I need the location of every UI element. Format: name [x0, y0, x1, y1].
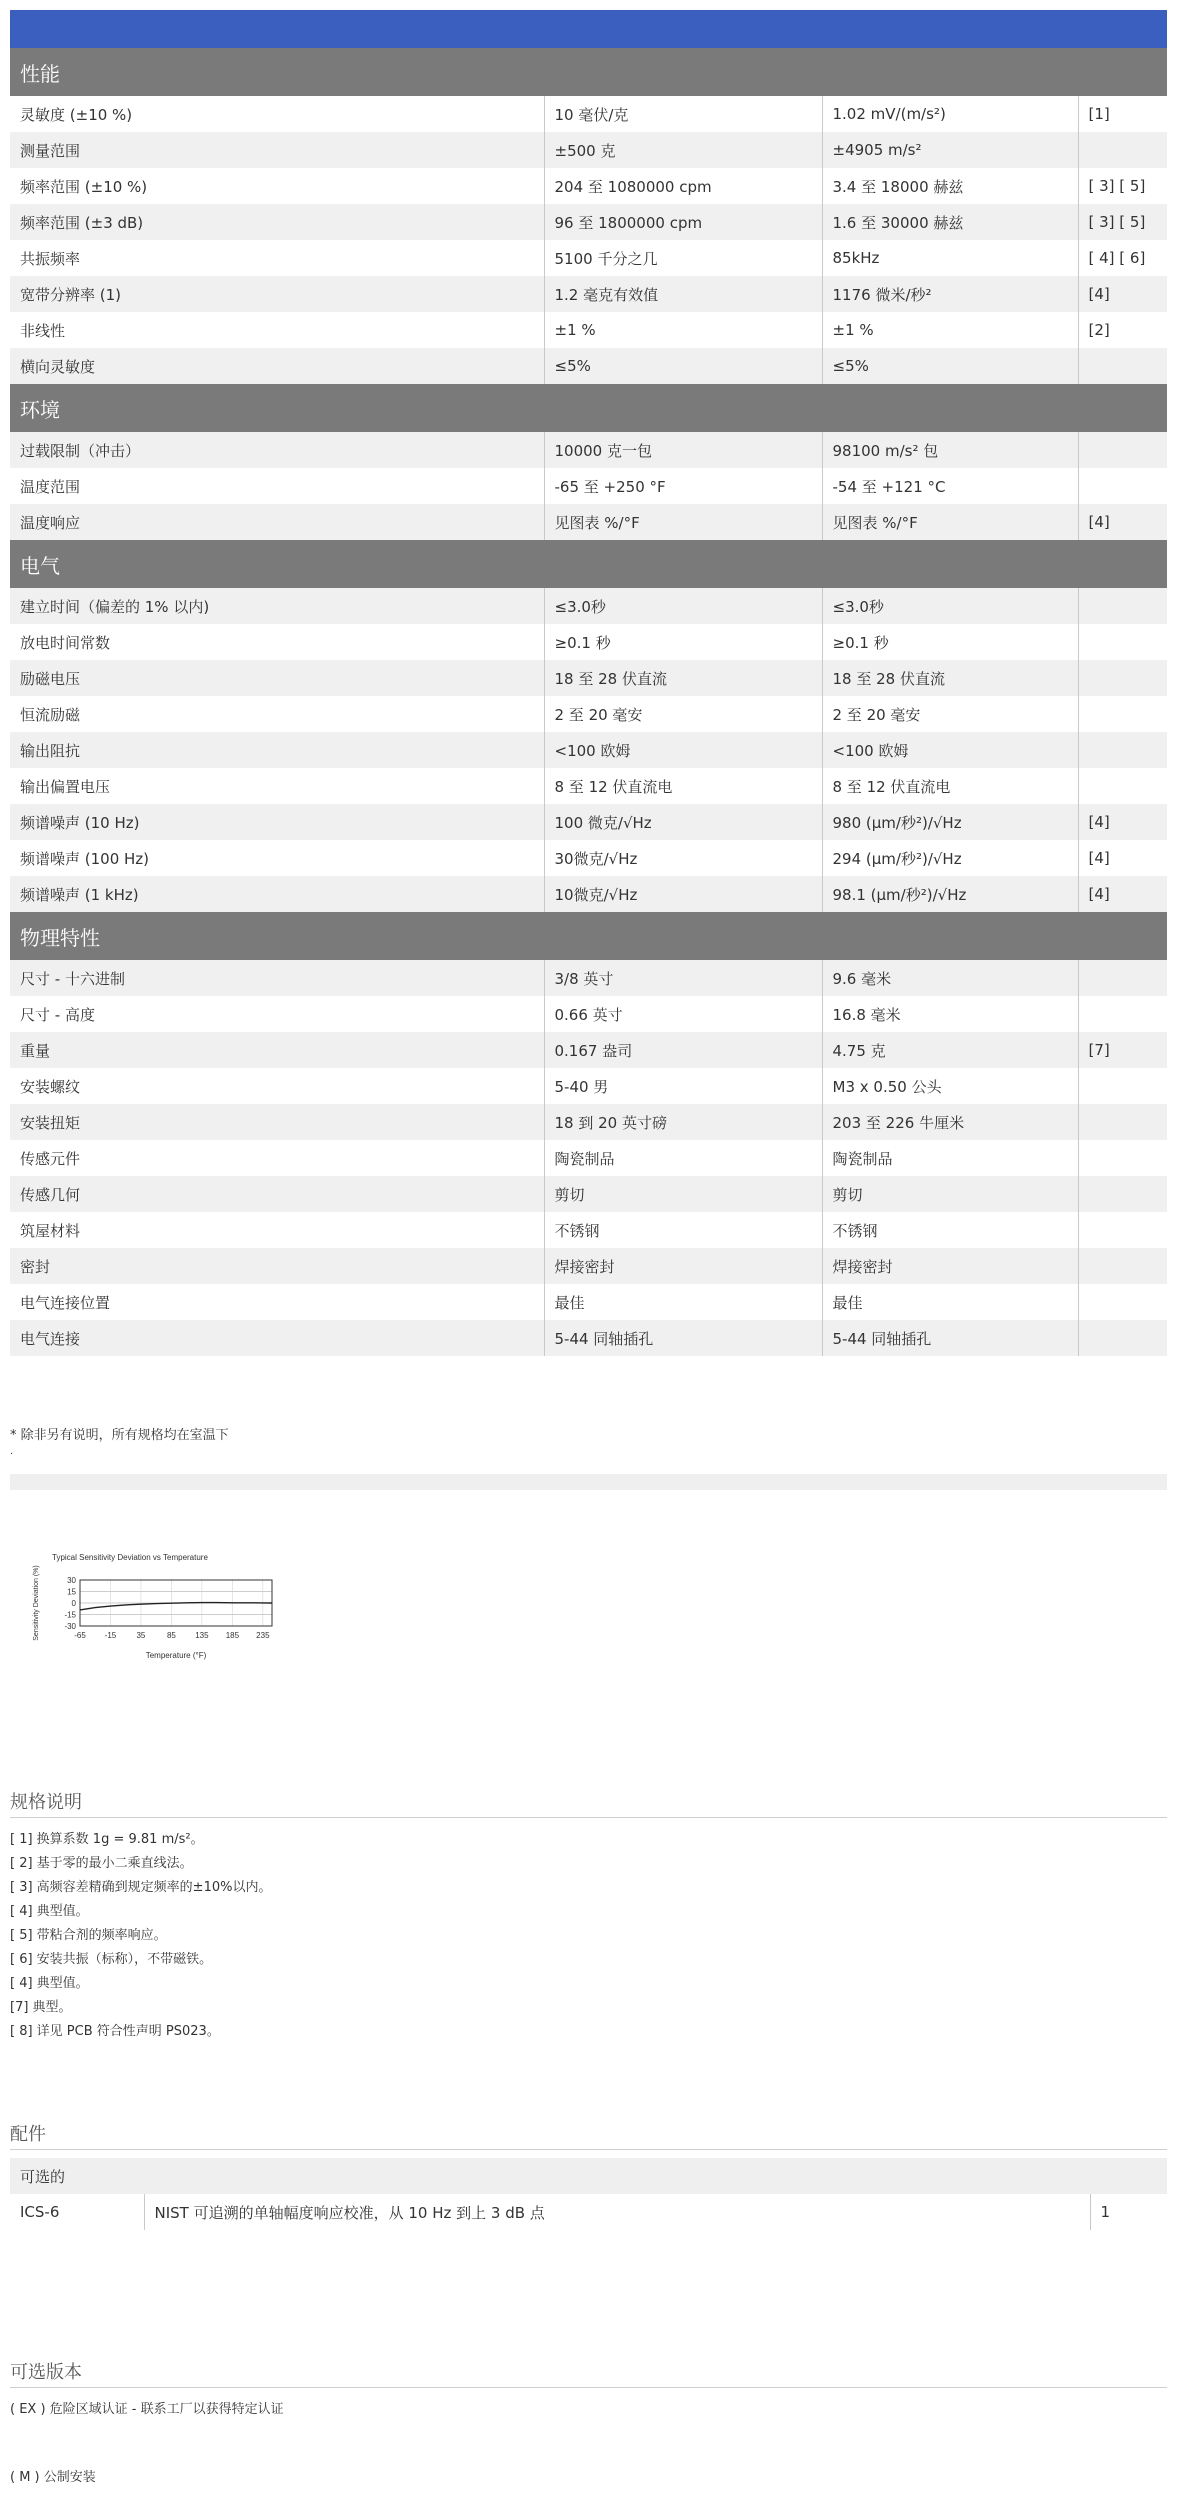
spec-row: [10, 1104, 1167, 1140]
spec-note-ref: [1078, 732, 1167, 768]
spec-row: [10, 804, 1167, 840]
spec-si-value: 最佳: [822, 1284, 1078, 1320]
specifications-table: [10, 48, 1167, 1356]
spec-imperial-value: 0.66 英寸: [544, 996, 822, 1032]
spec-note-ref: [4]: [1078, 504, 1167, 540]
spec-si-value: 2 至 20 毫安: [822, 696, 1078, 732]
spec-si-value: 98100 m/s² 包: [822, 432, 1078, 468]
spec-label: 频率范围 (±3 dB): [10, 204, 544, 240]
spec-si-value: 1.02 mV/(m/s²): [822, 96, 1078, 132]
spec-label: 频谱噪声 (100 Hz): [10, 840, 544, 876]
spec-note-item: [ 5] 带粘合剂的频率响应。: [10, 1928, 167, 1943]
spec-si-value: 4.75 克: [822, 1032, 1078, 1068]
spec-note-ref: [1]: [1078, 96, 1167, 132]
spec-note-ref: [1078, 1104, 1167, 1140]
spec-label: 宽带分辨率 (1): [10, 276, 544, 312]
spec-note-ref: [ 4] [ 6]: [1078, 240, 1167, 276]
spec-row: [10, 840, 1167, 876]
spec-note-ref: [1078, 768, 1167, 804]
spec-si-value: 5-44 同轴插孔: [822, 1320, 1078, 1356]
spec-imperial-value: 30微克/√Hz: [544, 840, 822, 876]
spec-label: 频谱噪声 (1 kHz): [10, 876, 544, 912]
spec-row: [10, 1068, 1167, 1104]
spec-si-value: 294 (μm/秒²)/√Hz: [822, 840, 1078, 876]
spec-label: 建立时间（偏差的 1% 以内): [10, 588, 544, 624]
spec-label: 密封: [10, 1248, 544, 1284]
spec-note-item: [ 1] 换算系数 1g = 9.81 m/s²。: [10, 1832, 204, 1847]
spec-note-item: [ 2] 基于零的最小二乘直线法。: [10, 1856, 193, 1871]
spec-note-ref: [4]: [1078, 804, 1167, 840]
spec-imperial-value: <100 欧姆: [544, 732, 822, 768]
spec-row: [10, 1248, 1167, 1284]
section-divider: [10, 1474, 1167, 1490]
spec-si-value: 陶瓷制品: [822, 1140, 1078, 1176]
spec-si-value: <100 欧姆: [822, 732, 1078, 768]
spec-si-value: 见图表 %/°F: [822, 504, 1078, 540]
chart-x-tick: -65: [74, 1631, 86, 1640]
spec-imperial-value: 不锈钢: [544, 1212, 822, 1248]
spec-note-ref: [1078, 1140, 1167, 1176]
optional-version-m: ( M ) 公制安装: [10, 2470, 96, 2485]
spec-note-ref: [1078, 1248, 1167, 1284]
spec-imperial-value: -65 至 +250 °F: [544, 468, 822, 504]
accessory-row: [10, 2194, 1167, 2230]
spec-imperial-value: 最佳: [544, 1284, 822, 1320]
spec-note-ref: [1078, 960, 1167, 996]
spec-row: [10, 588, 1167, 624]
spec-si-value: 不锈钢: [822, 1212, 1078, 1248]
spec-label: 温度响应: [10, 504, 544, 540]
spec-imperial-value: 5-40 男: [544, 1068, 822, 1104]
spec-label: 筑屋材料: [10, 1212, 544, 1248]
spec-imperial-value: ±1 %: [544, 312, 822, 348]
section-header-row: [10, 48, 1167, 96]
spec-label: 电气连接位置: [10, 1284, 544, 1320]
spec-si-value: ≤3.0秒: [822, 588, 1078, 624]
spec-note-ref: [1078, 1176, 1167, 1212]
spec-notes-title: 规格说明: [10, 1792, 82, 1813]
spec-si-value: 203 至 226 牛厘米: [822, 1104, 1078, 1140]
spec-si-value: M3 x 0.50 公头: [822, 1068, 1078, 1104]
accessories-rule: [10, 2149, 1167, 2150]
chart-y-tick: 15: [67, 1587, 76, 1597]
section-header-row: [10, 540, 1167, 588]
spec-label: 放电时间常数: [10, 624, 544, 660]
chart-x-tick: 185: [225, 1631, 240, 1640]
spec-note-ref: [7]: [1078, 1032, 1167, 1068]
chart-series-line: [80, 1603, 272, 1610]
spec-imperial-value: 见图表 %/°F: [544, 504, 822, 540]
spec-si-value: ±4905 m/s²: [822, 132, 1078, 168]
spec-label: 横向灵敏度: [10, 348, 544, 384]
spec-label: 过载限制（冲击）: [10, 432, 544, 468]
spec-si-value: 剪切: [822, 1176, 1078, 1212]
spec-row: [10, 312, 1167, 348]
section-title: 环境: [10, 384, 1167, 432]
spec-label: 传感几何: [10, 1176, 544, 1212]
spec-note-ref: [1078, 348, 1167, 384]
chart-y-tick: -15: [64, 1610, 76, 1620]
spec-imperial-value: 18 到 20 英寸磅: [544, 1104, 822, 1140]
spec-row: [10, 504, 1167, 540]
spec-row: [10, 960, 1167, 996]
spec-label: 共振频率: [10, 240, 544, 276]
spec-imperial-value: 204 至 1080000 cpm: [544, 168, 822, 204]
spec-label: 尺寸 - 十六进制: [10, 960, 544, 996]
spec-row: [10, 168, 1167, 204]
spec-imperial-value: 剪切: [544, 1176, 822, 1212]
section-title: 物理特性: [10, 912, 1167, 960]
spec-si-value: 8 至 12 伏直流电: [822, 768, 1078, 804]
spec-note-item: [ 4] 典型值。: [10, 1976, 89, 1991]
spec-row: [10, 1176, 1167, 1212]
spec-imperial-value: ≤3.0秒: [544, 588, 822, 624]
optional-versions-title: 可选版本: [10, 2362, 82, 2383]
spec-note-item: [ 4] 典型值。: [10, 1904, 89, 1919]
optional-version-ex: ( EX ) 危险区域认证 - 联系工厂以获得特定认证: [10, 2402, 284, 2417]
spec-note-ref: [1078, 1284, 1167, 1320]
spec-label: 尺寸 - 高度: [10, 996, 544, 1032]
spec-note-ref: [4]: [1078, 840, 1167, 876]
spec-row: [10, 1140, 1167, 1176]
header-bar: [10, 10, 1167, 48]
spec-label: 安装螺纹: [10, 1068, 544, 1104]
spec-row: [10, 876, 1167, 912]
spec-note-ref: [ 3] [ 5]: [1078, 168, 1167, 204]
spec-row: [10, 468, 1167, 504]
spec-note-item: [ 3] 高频容差精确到规定频率的±10%以内。: [10, 1880, 272, 1895]
spec-note-item: [7] 典型。: [10, 2000, 72, 2015]
section-title: 电气: [10, 540, 1167, 588]
spec-row: [10, 96, 1167, 132]
spec-note-ref: [1078, 132, 1167, 168]
spec-si-value: 980 (μm/秒²)/√Hz: [822, 804, 1078, 840]
spec-imperial-value: ≤5%: [544, 348, 822, 384]
spec-row: [10, 660, 1167, 696]
spec-label: 重量: [10, 1032, 544, 1068]
spec-si-value: 85kHz: [822, 240, 1078, 276]
spec-imperial-value: 2 至 20 毫安: [544, 696, 822, 732]
spec-row: [10, 996, 1167, 1032]
accessory-code: ICS-6: [10, 2194, 144, 2230]
spec-imperial-value: 96 至 1800000 cpm: [544, 204, 822, 240]
spec-row: [10, 204, 1167, 240]
spec-si-value: 焊接密封: [822, 1248, 1078, 1284]
spec-label: 输出偏置电压: [10, 768, 544, 804]
spec-note-ref: [4]: [1078, 876, 1167, 912]
spec-row: [10, 348, 1167, 384]
spec-label: 传感元件: [10, 1140, 544, 1176]
spec-imperial-value: 陶瓷制品: [544, 1140, 822, 1176]
spec-note-ref: [1078, 588, 1167, 624]
spec-label: 温度范围: [10, 468, 544, 504]
spec-row: [10, 768, 1167, 804]
spec-imperial-value: 5100 千分之几: [544, 240, 822, 276]
chart-y-tick: 30: [67, 1576, 76, 1585]
chart-x-tick: 235: [256, 1631, 270, 1640]
spec-note-ref: [1078, 1212, 1167, 1248]
spec-si-value: 16.8 毫米: [822, 996, 1078, 1032]
spec-note-ref: [ 3] [ 5]: [1078, 204, 1167, 240]
spec-imperial-value: 18 至 28 伏直流: [544, 660, 822, 696]
spec-row: [10, 1212, 1167, 1248]
accessories-subheader: 可选的: [10, 2158, 1167, 2194]
accessory-description: NIST 可追溯的单轴幅度响应校准，从 10 Hz 到上 3 dB 点: [144, 2194, 1090, 2230]
sensitivity-temperature-chart: [18, 1540, 288, 1680]
spec-row: [10, 240, 1167, 276]
spec-note-ref: [1078, 1320, 1167, 1356]
spec-notes-list: [10, 1828, 271, 2044]
section-title: 性能: [10, 48, 1167, 96]
spec-imperial-value: 100 微克/√Hz: [544, 804, 822, 840]
chart-x-label: Temperature (°F): [145, 1651, 207, 1660]
chart-y-tick: -30: [64, 1622, 76, 1631]
chart-x-tick: 35: [136, 1631, 146, 1640]
spec-label: 恒流励磁: [10, 696, 544, 732]
accessory-quantity: 1: [1100, 2203, 1111, 2221]
spec-label: 灵敏度 (±10 %): [10, 96, 544, 132]
spec-note-ref: [1078, 468, 1167, 504]
spec-imperial-value: 10000 克一包: [544, 432, 822, 468]
accessories-title: 配件: [10, 2124, 46, 2145]
spec-si-value: ±1 %: [822, 312, 1078, 348]
spec-note-ref: [1078, 660, 1167, 696]
chart-title: Typical Sensitivity Deviation vs Temperature: [52, 1553, 208, 1562]
spec-row: [10, 432, 1167, 468]
spec-notes-rule: [10, 1817, 1167, 1818]
chart-y-tick: 0: [71, 1599, 76, 1608]
section-header-row: [10, 384, 1167, 432]
spec-note-ref: [4]: [1078, 276, 1167, 312]
spec-si-value: 18 至 28 伏直流: [822, 660, 1078, 696]
optional-versions-rule: [10, 2387, 1167, 2388]
spec-note-item: [ 8] 详见 PCB 符合性声明 PS023。: [10, 2024, 220, 2039]
spec-si-value: 9.6 毫米: [822, 960, 1078, 996]
spec-note-ref: [1078, 696, 1167, 732]
spec-label: 输出阻抗: [10, 732, 544, 768]
spec-note-item: [ 6] 安装共振（标称），不带磁铁。: [10, 1952, 213, 1967]
spec-imperial-value: 3/8 英寸: [544, 960, 822, 996]
accessories-table: [10, 2158, 1167, 2230]
chart-x-tick: 85: [166, 1631, 176, 1640]
dot-note: .: [10, 1446, 14, 1457]
spec-row: [10, 624, 1167, 660]
spec-label: 电气连接: [10, 1320, 544, 1356]
spec-row: [10, 1032, 1167, 1068]
spec-imperial-value: 0.167 盎司: [544, 1032, 822, 1068]
spec-note-ref: [1078, 624, 1167, 660]
spec-row: [10, 1320, 1167, 1356]
spec-row: [10, 276, 1167, 312]
spec-imperial-value: ≥0.1 秒: [544, 624, 822, 660]
spec-si-value: -54 至 +121 °C: [822, 468, 1078, 504]
spec-note-ref: [1078, 996, 1167, 1032]
spec-si-value: 98.1 (μm/秒²)/√Hz: [822, 876, 1078, 912]
section-header-row: [10, 912, 1167, 960]
spec-row: [10, 1284, 1167, 1320]
spec-note-ref: [2]: [1078, 312, 1167, 348]
spec-row: [10, 732, 1167, 768]
accessories-subheader-row: [10, 2158, 1167, 2194]
spec-si-value: 1176 微米/秒²: [822, 276, 1078, 312]
chart-x-tick: 135: [195, 1631, 209, 1640]
spec-si-value: ≤5%: [822, 348, 1078, 384]
spec-label: 安装扭矩: [10, 1104, 544, 1140]
spec-label: 频谱噪声 (10 Hz): [10, 804, 544, 840]
spec-si-value: 1.6 至 30000 赫兹: [822, 204, 1078, 240]
spec-si-value: ≥0.1 秒: [822, 624, 1078, 660]
spec-row: [10, 696, 1167, 732]
spec-imperial-value: 1.2 毫克有效值: [544, 276, 822, 312]
spec-imperial-value: 10微克/√Hz: [544, 876, 822, 912]
spec-imperial-value: 10 毫伏/克: [544, 96, 822, 132]
spec-note-ref: [1078, 432, 1167, 468]
chart-y-label: Sensitivity Deviation (%): [33, 1565, 40, 1641]
spec-label: 测量范围: [10, 132, 544, 168]
spec-note-ref: [1078, 1068, 1167, 1104]
chart-x-tick: -15: [104, 1631, 117, 1640]
spec-imperial-value: 焊接密封: [544, 1248, 822, 1284]
spec-row: [10, 132, 1167, 168]
spec-imperial-value: 5-44 同轴插孔: [544, 1320, 822, 1356]
room-temperature-note: * 除非另有说明，所有规格均在室温下: [10, 1428, 229, 1443]
spec-imperial-value: 8 至 12 伏直流电: [544, 768, 822, 804]
spec-label: 励磁电压: [10, 660, 544, 696]
spec-imperial-value: ±500 克: [544, 132, 822, 168]
spec-si-value: 3.4 至 18000 赫兹: [822, 168, 1078, 204]
spec-label: 频率范围 (±10 %): [10, 168, 544, 204]
spec-label: 非线性: [10, 312, 544, 348]
